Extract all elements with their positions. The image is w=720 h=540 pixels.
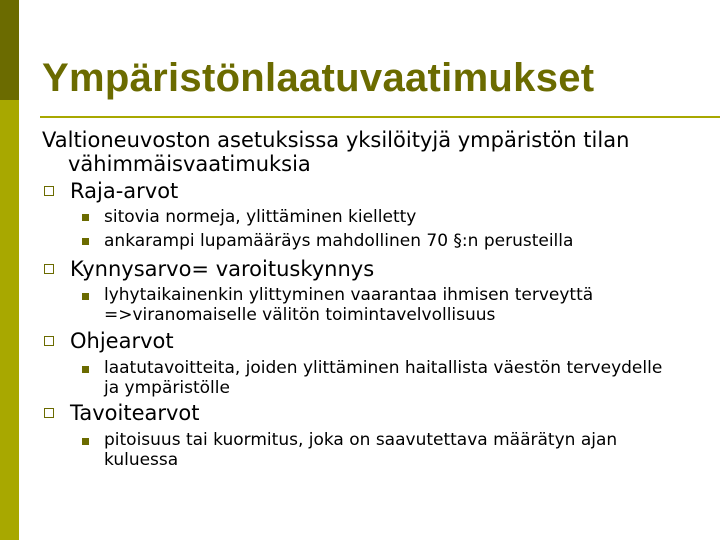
bullet-filled-icon	[82, 238, 89, 245]
bullet-square-icon	[44, 264, 54, 274]
sub-list-item: lyhytaikainenkin ylittyminen vaarantaa ihmisen terveyttä =>viranomaiselle välitön toimintavelvollisuus	[104, 285, 594, 325]
sub-list-item: laatutavoitteita, joiden ylittäminen haitallista väestön terveydelle ja ympäristölle	[104, 358, 663, 398]
bullet-square-icon	[44, 336, 54, 346]
bullet-square-icon	[44, 186, 54, 196]
bullet-square-icon	[44, 408, 54, 418]
list-item-label: Raja-arvot	[70, 179, 179, 203]
bullet-filled-icon	[82, 293, 89, 300]
sub-list-item: sitovia normeja, ylittäminen kielletty	[104, 207, 417, 227]
bullet-filled-icon	[82, 214, 89, 221]
sub-list-item: ankarampi lupamääräys mahdollinen 70 §:n perusteilla	[104, 231, 574, 251]
slide-title: Ympäristönlaatuvaatimukset	[42, 56, 595, 100]
list-item-label: Kynnysarvo= varoituskynnys	[70, 257, 375, 281]
sub-list-item: pitoisuus tai kuormitus, joka on saavutettava määrätyn ajan kuluessa	[104, 430, 618, 470]
bullet-filled-icon	[82, 438, 89, 445]
bullet-filled-icon	[82, 366, 89, 373]
list-item-label: Ohjearvot	[70, 329, 174, 353]
list-item-label: Tavoitearvot	[70, 401, 200, 425]
intro-text: Valtioneuvoston asetuksissa yksilöityjä ympäristön tilan vähimmäisvaatimuksia	[42, 128, 630, 176]
